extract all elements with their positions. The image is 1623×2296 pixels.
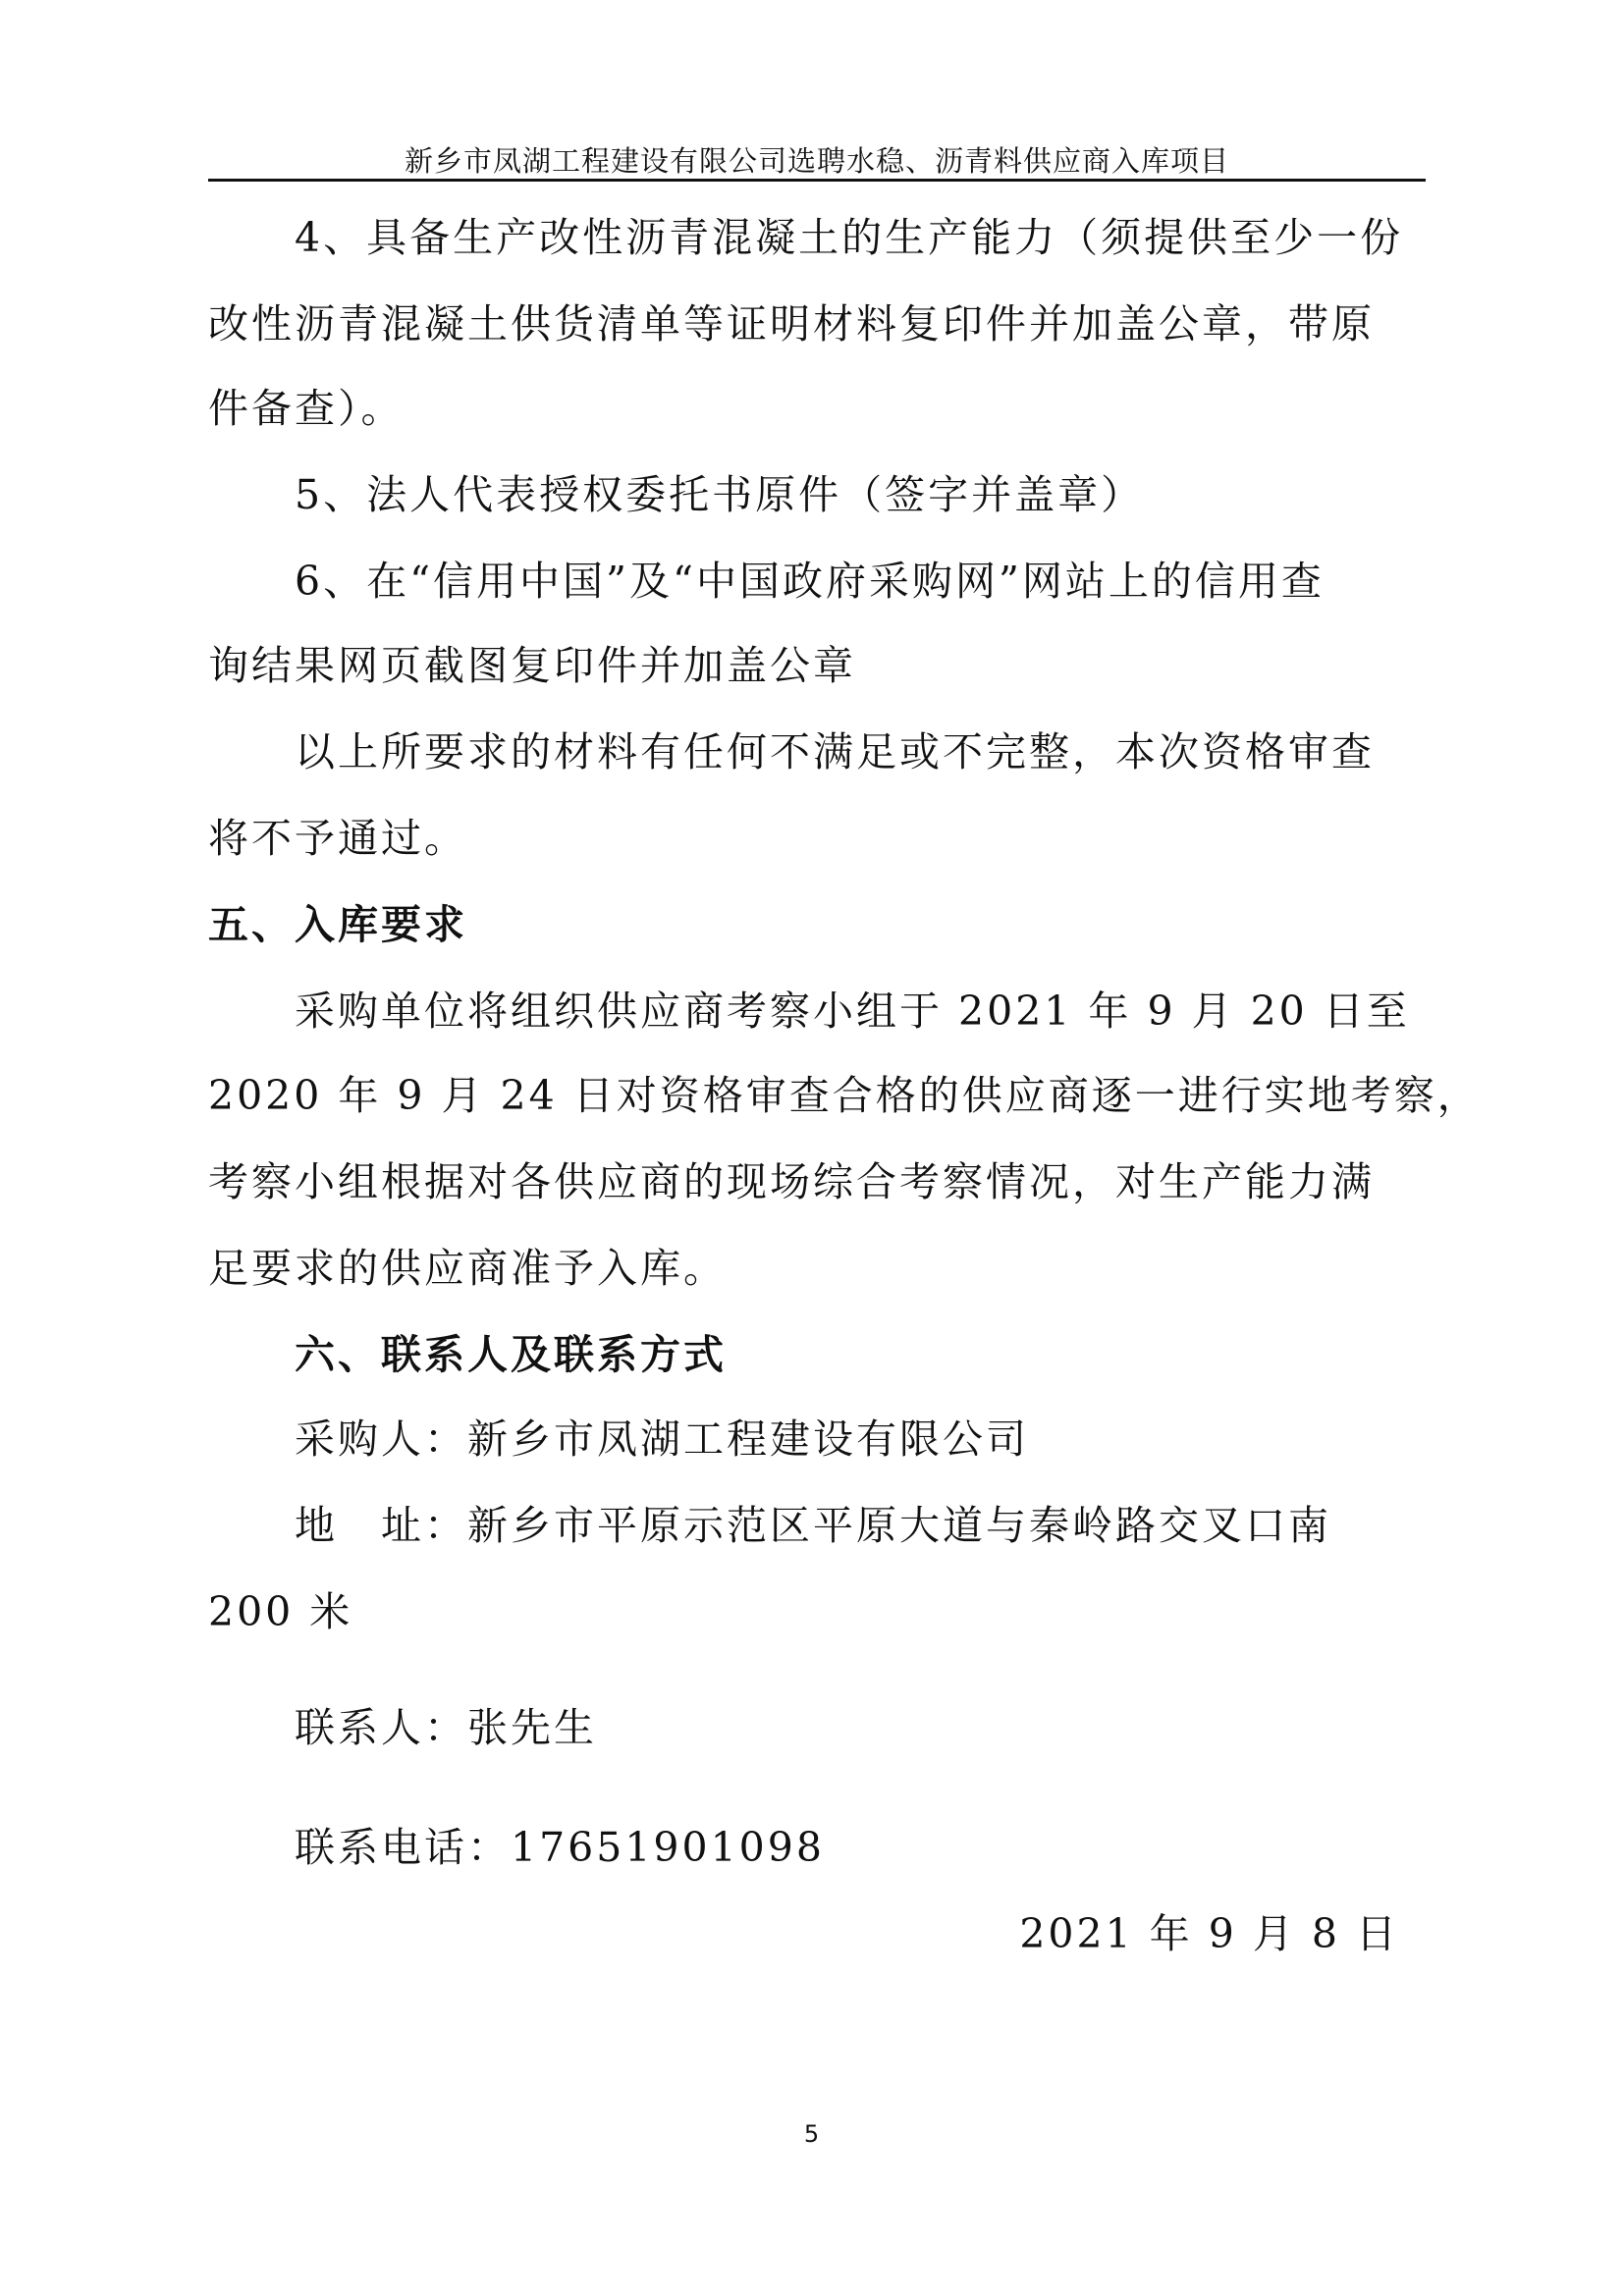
section-6-heading: 六、联系人及联系方式 [295, 1331, 727, 1378]
requirement-item-4-line-2: 改性沥青混凝土供货清单等证明材料复印件并加盖公章，带原 [208, 300, 1375, 347]
header-divider [208, 179, 1426, 182]
section-5-body-line-3: 考察小组根据对各供应商的现场综合考察情况，对生产能力满 [208, 1158, 1375, 1205]
page-header-title: 新乡市凤湖工程建设有限公司选聘水稳、沥青料供应商入库项目 [404, 144, 1229, 178]
requirement-item-4-line-3: 件备查）。 [208, 385, 405, 432]
requirements-note-line-1: 以上所要求的材料有任何不满足或不完整，本次资格审查 [295, 728, 1375, 775]
requirement-item-5: 5、法人代表授权委托书原件（签字并盖章） [295, 471, 1145, 518]
requirement-item-6-line-2: 询结果网页截图复印件并加盖公章 [208, 642, 856, 689]
section-5-body-line-1: 采购单位将组织供应商考察小组于 2021 年 9 月 20 日至 [295, 988, 1410, 1035]
contact-person-line: 联系人：张先生 [295, 1704, 597, 1751]
address-line-2: 200 米 [208, 1588, 353, 1635]
requirement-item-4-line-1: 4、具备生产改性沥青混凝土的生产能力（须提供至少一份 [295, 214, 1404, 261]
document-date: 2021 年 9 月 8 日 [1019, 1910, 1399, 1957]
requirement-item-6-line-1: 6、在“信用中国”及“中国政府采购网”网站上的信用查 [295, 558, 1325, 605]
purchaser-line: 采购人：新乡市凤湖工程建设有限公司 [295, 1415, 1029, 1463]
section-5-body-line-2: 2020 年 9 月 24 日对资格审查合格的供应商逐一进行实地考察， [208, 1072, 1481, 1119]
section-5-heading: 五、入库要求 [208, 901, 467, 948]
section-5-body-line-4: 足要求的供应商准予入库。 [208, 1245, 727, 1292]
page-number: 5 [803, 2120, 820, 2148]
address-line-1: 地 址：新乡市平原示范区平原大道与秦岭路交叉口南 [295, 1502, 1331, 1549]
requirements-note-line-2: 将不予通过。 [208, 815, 467, 862]
contact-phone-line: 联系电话：17651901098 [295, 1824, 825, 1871]
